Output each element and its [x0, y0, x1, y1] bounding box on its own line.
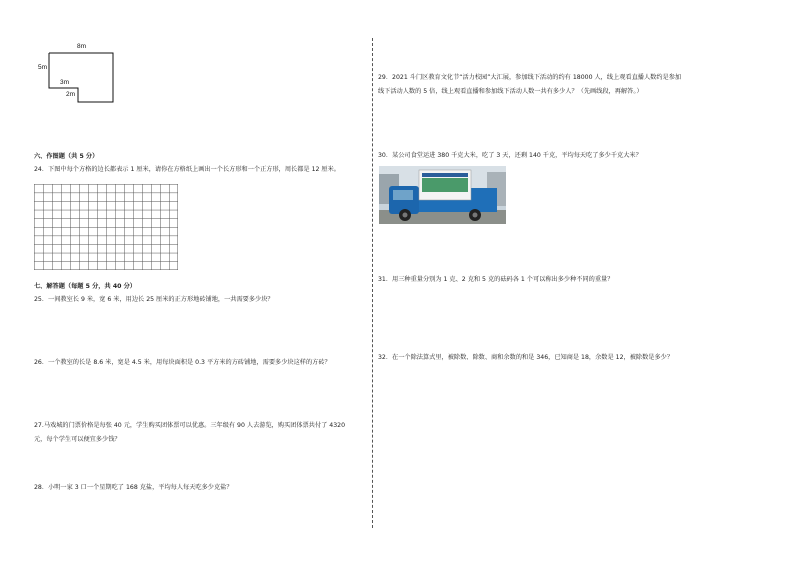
- l-shape-figure: [36, 44, 116, 106]
- grid-paper: [34, 184, 178, 270]
- dim-left-5m: 5m: [38, 64, 48, 71]
- question-25: 25．一间教室长 9 米，宽 6 米，用边长 25 厘米的正方形地砖铺地，一共需要多少块？: [34, 296, 274, 303]
- question-31: 31．用三种重量分别为 1 克、2 克和 5 克的砝码各 1 个可以称出多少种不同的重量？: [378, 276, 614, 283]
- question-29-line2: 线下活动人数的 5 倍，线上观看直播和参加线下活动人数一共有多少人？（先画线段，再解答。）: [378, 88, 643, 95]
- question-26: 26．一个教室的长是 8.6 米，宽是 4.5 米，用每块面积是 0.3 平方米的方砖铺地，需要多少块这样的方砖？: [34, 359, 331, 366]
- dim-inner-3m: 3m: [60, 79, 70, 86]
- question-27-line1: 27.马戏城的门票价格是每张 40 元，学生购买团体票可以优惠。三年级有 90 人去游览，购买团体票共付了 4320: [34, 422, 346, 429]
- question-27-line2: 元，每个学生可以便宜多少钱？: [34, 436, 121, 443]
- section7-heading: 七、解答题（每题 5 分，共 40 分）: [34, 283, 136, 290]
- column-divider: [372, 38, 373, 528]
- dim-inner-2m: 2m: [66, 91, 76, 98]
- question-30: 30．某公司食堂运进 380 千克大米，吃了 3 天，还剩 140 千克，平均每天吃了多少千克大米？: [378, 152, 642, 159]
- question-32: 32．在一个除法算式里，被除数、除数、商和余数的和是 346，已知商是 18，余数是 12，被除数是多少？: [378, 354, 674, 361]
- question-29-line1: 29．2021 斗门区教育文化节“活力校园”大汇展，参加线下活动的约有 18000 人，线上观看直播人数约是参加: [378, 74, 682, 81]
- truck-photo: [379, 166, 506, 224]
- section6-heading: 六、作图题（共 5 分）: [34, 153, 99, 160]
- question-28: 28．小明一家 3 口一个星期吃了 168 克盐，平均每人每天吃多少克盐？: [34, 484, 233, 491]
- question-24: 24．下图中每个方格的边长都表示 1 厘米，请你在方格纸上画出一个长方形和一个正方形，周长都是 12 厘米。: [34, 166, 340, 173]
- dim-top-8m: 8m: [77, 43, 87, 50]
